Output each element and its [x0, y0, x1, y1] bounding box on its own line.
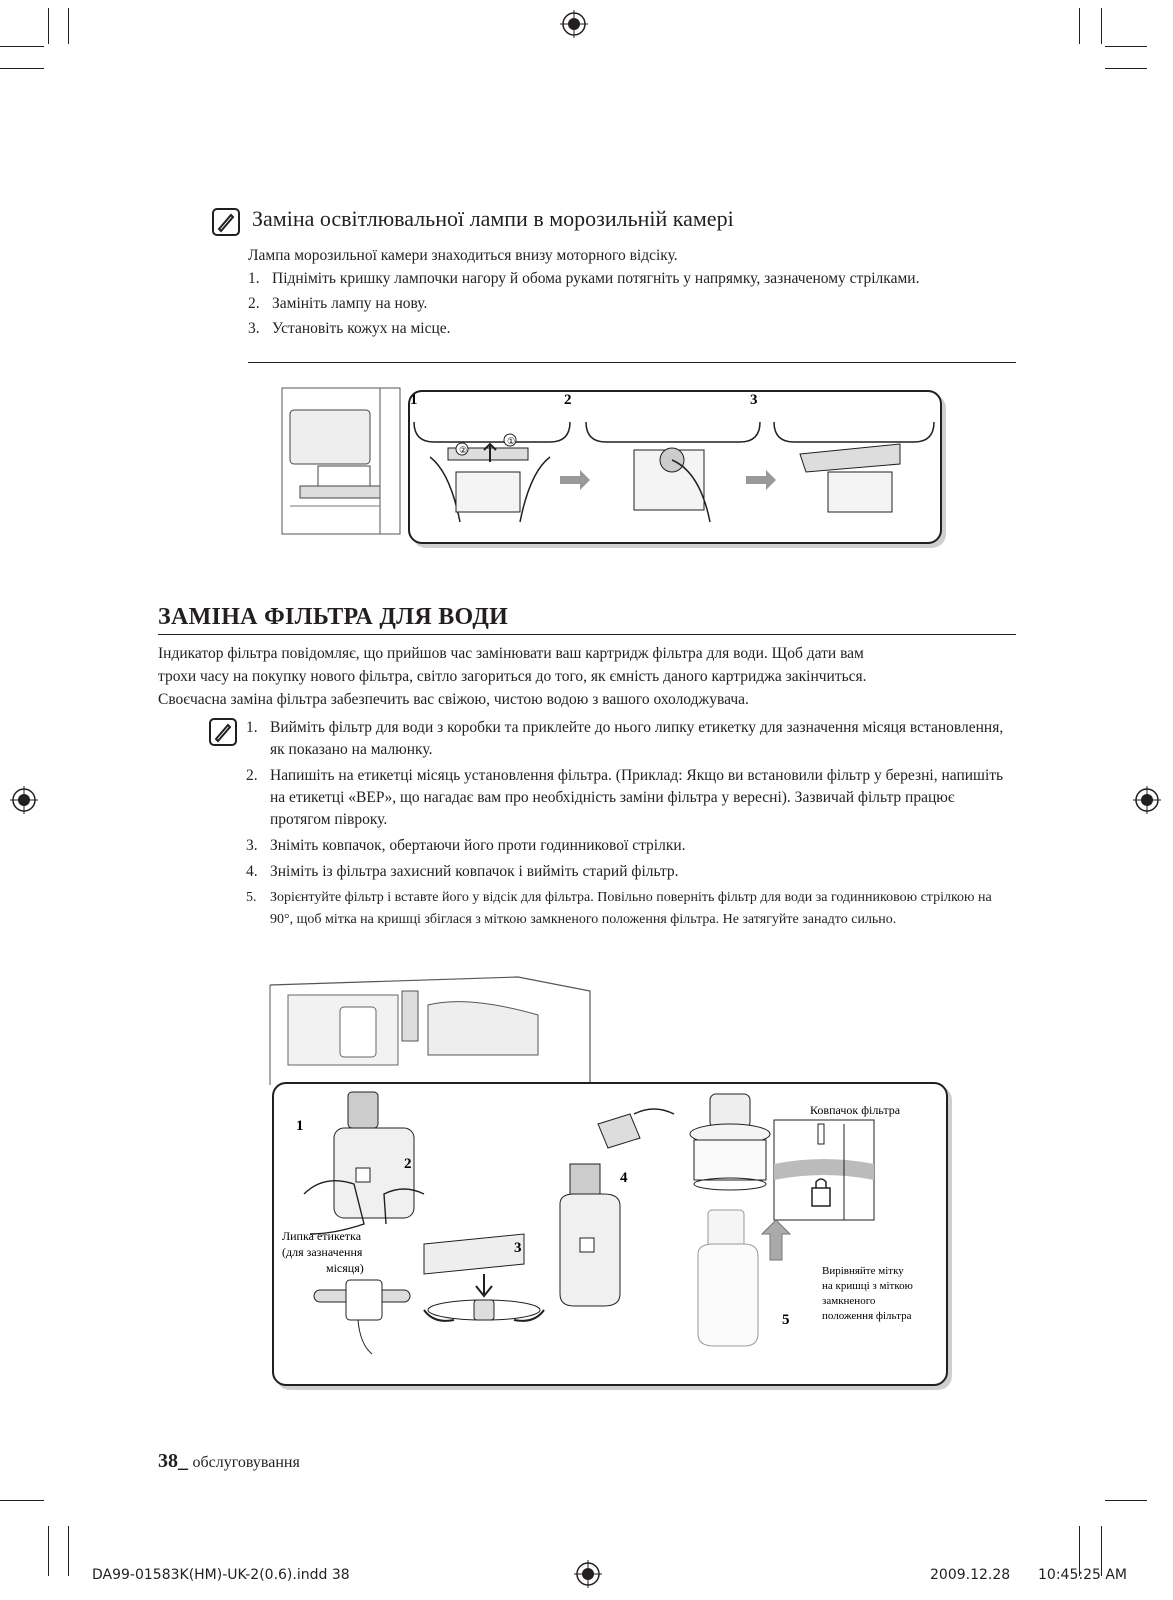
- figure-step-5: 5: [782, 1312, 790, 1328]
- list-item: 3. Установіть кожух на місце.: [248, 320, 451, 337]
- section-name: обслуговування: [192, 1454, 300, 1471]
- page-number: 38_: [158, 1450, 188, 1472]
- figure-step-3: 3: [750, 392, 758, 408]
- callout-1: ①: [507, 436, 516, 446]
- intro-line: трохи часу на покупку нового фільтра, світло загориться до того, як ємність даного картриджа закінчиться.: [158, 668, 867, 685]
- note-pencil-icon: [212, 208, 240, 236]
- sticker-label-line: (для зазначення: [282, 1245, 363, 1259]
- list-item: 4. Зніміть із фільтра захисний ковпачок і вийміть старий фільтр.: [246, 863, 679, 880]
- note-pencil-icon: [209, 718, 237, 746]
- intro-line: Індикатор фільтра повідомляє, що прийшов час замінювати ваш картридж фільтра для води. Щоб дати вам: [158, 645, 864, 662]
- list-item: 2. Замініть лампу на нову.: [248, 295, 428, 312]
- lamp-steps-illustration: [410, 392, 938, 538]
- lamp-section-title: Заміна освітлювальної лампи в морозильній камері: [252, 206, 734, 231]
- sticker-label-line: місяця): [326, 1261, 364, 1275]
- page-footer: [158, 1450, 300, 1473]
- align-label-line: положення фільтра: [822, 1310, 912, 1322]
- list-item: 2. Напишіть на етикетці місяць установлення фільтра. (Приклад: Якщо ви встановили фільтр у березні, напишіть на етикетці «BEP», що нагадає вам про необхідність заміни фільтра у вересні). Зазвичай фільтр працює протягом півроку.: [246, 767, 1004, 828]
- registration-mark-top: [560, 10, 588, 38]
- print-slug-date: 2009.12.28: [930, 1567, 1011, 1583]
- filter-section-title: ЗАМІНА ФІЛЬТРА ДЛЯ ВОДИ: [158, 604, 509, 630]
- list-item: 5. Зорієнтуйте фільтр і вставте його у відсік для фільтра. Повільно поверніть фільтр для води за годинниковою стрілкою на 90°, щоб мітка на кришці збіглася з міткою замкненого положення фільтра. Не затягуйте занадто сильно.: [246, 890, 992, 927]
- freezer-lamp-illustration: [280, 386, 410, 536]
- align-label-line: замкненого: [822, 1295, 876, 1307]
- figure-step-2: 2: [404, 1156, 412, 1172]
- figure-step-1: 1: [410, 392, 418, 408]
- section-divider: [248, 362, 1016, 363]
- intro-line: Своєчасна заміна фільтра забезпечить вас свіжою, чистою водою з вашого охолоджувача.: [158, 691, 749, 708]
- title-underline: [158, 634, 1016, 635]
- refrigerator-illustration: [268, 965, 598, 1085]
- figure-step-3: 3: [514, 1240, 522, 1256]
- print-slug-file: DA99-01583K(HM)-UK-2(0.6).indd 38: [92, 1567, 350, 1583]
- print-slug-time: 10:45:25 AM: [1038, 1567, 1127, 1583]
- figure-step-4: 4: [620, 1170, 628, 1186]
- callout-2: ②: [459, 445, 468, 455]
- list-item: 1. Підніміть кришку лампочки нагору й обома руками потягніть у напрямку, зазначеному стрілками.: [248, 270, 920, 287]
- figure-step-2: 2: [564, 392, 572, 408]
- figure-step-1: 1: [296, 1118, 304, 1134]
- sticker-label-line: Липка етикетка: [282, 1229, 362, 1243]
- filter-intro: [158, 642, 1018, 711]
- list-item: 3. Зніміть ковпачок, обертаючи його проти годинникової стрілки.: [246, 837, 686, 854]
- registration-mark-bottom: [574, 1560, 602, 1588]
- cap-label: Ковпачок фільтра: [810, 1103, 901, 1117]
- lamp-section-body: [248, 245, 1008, 343]
- lamp-intro: Лампа морозильної камери знаходиться внизу моторного відсіку.: [248, 247, 678, 264]
- align-label-line: на кришці з міткою: [822, 1280, 913, 1292]
- list-item: 1. Вийміть фільтр для води з коробки та приклейте до нього липку етикетку для зазначення місяця встановлення, як показано на малюнку.: [246, 719, 1004, 758]
- filter-steps: [246, 717, 1016, 935]
- registration-mark-right: [1133, 786, 1161, 814]
- registration-mark-left: [10, 786, 38, 814]
- filter-steps-illustration: [274, 1084, 942, 1380]
- align-label-line: Вирівняйте мітку: [822, 1265, 904, 1277]
